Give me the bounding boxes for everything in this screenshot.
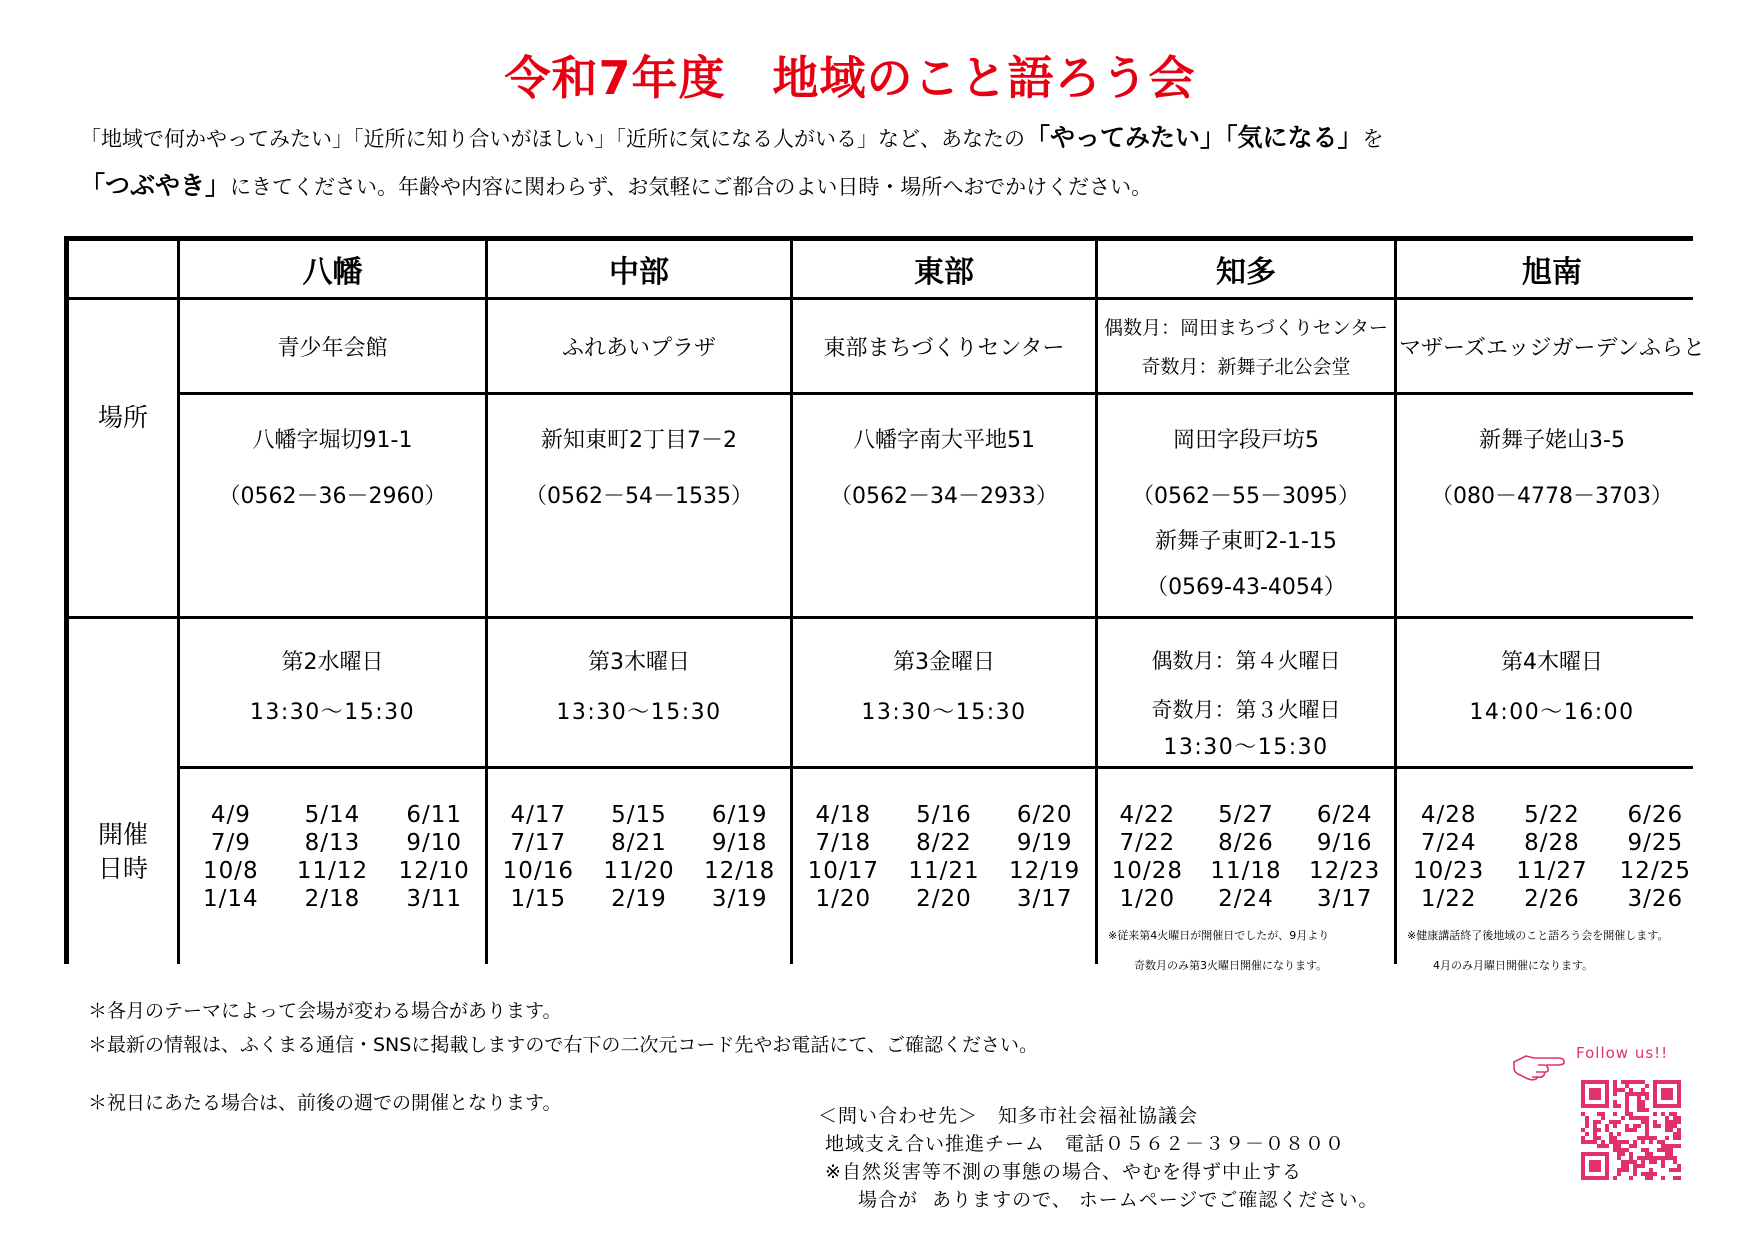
venue-cell: ふれあいプラザ: [488, 300, 790, 392]
schedule-cell: [793, 619, 1095, 766]
follow-us-label: Follow us!!: [1576, 1044, 1669, 1062]
meeting-date: 1/20: [815, 886, 872, 912]
contact-line: 地域支え合い推進チーム 電話０５６２－３９－０８００: [818, 1133, 1346, 1155]
meeting-date: 8/28: [1524, 830, 1580, 856]
meeting-date: 5/22: [1524, 802, 1580, 828]
address-text: 新舞子姥山3-5: [1479, 428, 1625, 453]
contact-info: [818, 1102, 1378, 1214]
region-header-tobu: 東部: [793, 241, 1095, 297]
meeting-date: 8/13: [304, 830, 361, 856]
meeting-date: 3/11: [406, 886, 462, 912]
date-list: [180, 801, 485, 913]
meeting-time: 13:30～15:30: [556, 700, 722, 725]
meeting-date: 11/18: [1210, 858, 1282, 884]
meeting-date: 12/23: [1309, 858, 1381, 884]
intro-line-2: [80, 166, 1152, 207]
intro-line-1: [80, 118, 1384, 159]
intro-text: 「地域で何かやってみたい」「近所に知り合いがほしい」「近所に気になる人がいる」など、あなたの: [80, 127, 1025, 151]
phone-text: （0562－54－1535）: [525, 484, 753, 509]
region-header-chubu: 中部: [488, 241, 790, 297]
phone-text: （0569-43-4054）: [1146, 575, 1346, 601]
contact-line: ＜問い合わせ先＞ 知多市社会福祉協議会: [818, 1105, 1199, 1127]
note-line: 4月のみ月曜日開催になります。: [1433, 959, 1594, 972]
page-title: 令和7年度 地域のこと語ろう会: [504, 51, 1196, 105]
meeting-date: 1/20: [1119, 886, 1176, 912]
meeting-day: 第3木曜日: [588, 650, 690, 675]
meeting-date: 5/15: [611, 802, 667, 828]
note-line: 奇数月のみ第3火曜日開催になります。: [1134, 959, 1328, 972]
meeting-date: 4/17: [510, 802, 567, 828]
meeting-date: 7/22: [1119, 830, 1176, 856]
meeting-date: 1/15: [510, 886, 567, 912]
meeting-date: 10/28: [1111, 858, 1183, 884]
meeting-date: 6/20: [1016, 802, 1073, 828]
meeting-date: 3/17: [1016, 886, 1073, 912]
address-text: 新舞子東町2-1-15: [1155, 529, 1337, 555]
meeting-date: 8/22: [916, 830, 972, 856]
meeting-date: 9/10: [406, 830, 462, 856]
contact-line: ※自然災害等不測の事態の場合、やむを得ず中止する: [818, 1161, 1302, 1183]
row-label-place: 場所: [69, 300, 177, 616]
address-text: 新知東町2丁目7－2: [541, 428, 737, 453]
meeting-day: 第2水曜日: [281, 650, 384, 675]
venue-cell: 東部まちづくりセンター: [793, 300, 1095, 392]
meeting-date: 9/18: [711, 830, 768, 856]
note-line: ※健康講話終了後地域のこと語ろう会を開催します。: [1407, 929, 1669, 942]
qr-code-icon[interactable]: [1576, 1080, 1686, 1180]
meeting-date: 4/18: [815, 802, 872, 828]
dates-cell: [1397, 769, 1707, 975]
meeting-date: 2/26: [1524, 886, 1580, 912]
row-label-date-line: 開催: [97, 820, 148, 849]
venue-even-month: 偶数月：岡田まちづくりセンター: [1103, 317, 1389, 339]
meeting-date: 6/19: [711, 802, 768, 828]
meeting-date: 8/21: [611, 830, 667, 856]
meeting-date: 8/26: [1218, 830, 1274, 856]
pointing-hand-icon: [1512, 1048, 1568, 1082]
meeting-date: 3/26: [1627, 886, 1684, 912]
meeting-date: 11/27: [1516, 858, 1588, 884]
meeting-day: 第3金曜日: [893, 650, 995, 675]
row-label-datetime: [69, 619, 177, 975]
meeting-date: 7/17: [510, 830, 567, 856]
meeting-date: 7/18: [815, 830, 872, 856]
schedule-note: [1407, 921, 1701, 981]
meeting-day: 第4木曜日: [1501, 650, 1603, 675]
intro-text: にきてください。年齢や内容に関わらず、お気軽にご都合のよい日時・場所へおでかけください。: [230, 175, 1153, 199]
footnote: ＊祝日にあたる場合は、前後の週での開催となります。: [88, 1092, 562, 1114]
dates-cell: [180, 769, 485, 975]
meeting-date: 2/18: [304, 886, 361, 912]
meeting-date: 10/17: [807, 858, 879, 884]
meeting-date: 6/24: [1316, 802, 1373, 828]
note-line: ※従来第4火曜日が開催日でしたが、9月より: [1108, 929, 1330, 942]
meeting-date: 12/25: [1619, 858, 1691, 884]
meeting-day-even: 偶数月：第４火曜日: [1151, 649, 1341, 673]
venue-cell: [1098, 300, 1394, 392]
meeting-date: 7/9: [210, 830, 251, 856]
phone-text: （0562－34－2933）: [830, 484, 1058, 509]
dates-cell: [488, 769, 790, 975]
meeting-date: 11/20: [603, 858, 675, 884]
meeting-date: 10/23: [1413, 858, 1485, 884]
meeting-date: 5/16: [916, 802, 972, 828]
meeting-date: 3/17: [1316, 886, 1373, 912]
meeting-date: 12/19: [1009, 858, 1081, 884]
schedule-cell: [488, 619, 790, 766]
meeting-date: 4/28: [1420, 802, 1477, 828]
phone-text: （0562－55－3095）: [1132, 483, 1360, 509]
intro-emphasis: 「つぶやき」: [80, 171, 231, 200]
phone-text: （0562－36－2960）: [218, 484, 447, 509]
address-cell: [1397, 395, 1707, 616]
meeting-date: 10/16: [502, 858, 574, 884]
meeting-date: 2/24: [1218, 886, 1274, 912]
venue-odd-month: 奇数月：新舞子北公会堂: [1141, 356, 1351, 378]
schedule-cell: [1397, 619, 1707, 766]
meeting-date: 4/9: [210, 802, 251, 828]
meeting-date: 2/19: [611, 886, 667, 912]
meeting-time: 13:30～15:30: [249, 700, 416, 725]
meeting-date: 4/22: [1119, 802, 1176, 828]
meeting-date: 1/14: [203, 886, 259, 912]
date-list: [488, 801, 790, 913]
meeting-date: 11/12: [296, 858, 369, 884]
corner-cell: [69, 241, 177, 297]
schedule-cell: [1098, 619, 1394, 766]
meeting-date: 2/20: [916, 886, 972, 912]
intro-text: を: [1362, 127, 1384, 151]
intro-emphasis: 「やってみたい」: [1025, 123, 1226, 152]
meeting-time: 14:00～16:00: [1469, 700, 1635, 725]
meeting-date: 6/26: [1627, 802, 1684, 828]
region-header-kyokunan: 旭南: [1397, 241, 1707, 297]
contact-line: 場合が ありますので、 ホームページでご確認ください。: [818, 1189, 1379, 1211]
address-text: 岡田字段戸坊5: [1173, 428, 1319, 453]
meeting-date: 6/11: [406, 802, 462, 828]
date-list: [793, 801, 1095, 913]
meeting-date: 11/21: [908, 858, 980, 884]
footnote: ＊各月のテーマによって会場が変わる場合があります。: [88, 1000, 562, 1022]
meeting-date: 9/19: [1016, 830, 1073, 856]
phone-text: （080－4778－3703）: [1431, 484, 1673, 509]
address-cell: [180, 395, 485, 616]
footnote: ＊最新の情報は、ふくまる通信・SNSに掲載しますので右下の二次元コード先やお電話にて、ご確認ください。: [88, 1034, 1038, 1056]
region-header-yawata: 八幡: [180, 241, 485, 297]
meeting-date: 1/22: [1420, 886, 1477, 912]
meeting-date: 12/10: [398, 858, 470, 884]
schedule-note: [1108, 921, 1388, 981]
dates-cell: [1098, 769, 1394, 975]
date-list: [1397, 801, 1707, 913]
row-label-date-line: 日時: [97, 854, 148, 883]
dates-cell: [793, 769, 1095, 975]
address-cell: [1098, 395, 1394, 616]
region-header-chita: 知多: [1098, 241, 1394, 297]
schedule-table: [64, 236, 1706, 972]
meeting-date: 3/19: [711, 886, 768, 912]
address-text: 八幡字南大平地51: [853, 428, 1035, 453]
address-cell: [793, 395, 1095, 616]
meeting-date: 9/25: [1627, 830, 1684, 856]
meeting-date: 10/8: [203, 858, 259, 884]
meeting-date: 5/14: [304, 802, 361, 828]
date-list: [1098, 801, 1394, 913]
address-text: 八幡字堀切91-1: [252, 428, 413, 453]
address-cell: [488, 395, 790, 616]
meeting-day-odd: 奇数月：第３火曜日: [1151, 698, 1341, 723]
schedule-cell: [180, 619, 485, 766]
venue-cell: マザーズエッジガーデンふらと: [1397, 300, 1707, 392]
venue-cell: 青少年会館: [180, 300, 485, 392]
intro-emphasis: 「気になる」: [1225, 123, 1363, 152]
meeting-date: 9/16: [1316, 830, 1373, 856]
meeting-date: 12/18: [704, 858, 776, 884]
meeting-time: 13:30～15:30: [1163, 735, 1329, 761]
meeting-date: 5/27: [1218, 802, 1274, 828]
meeting-time: 13:30～15:30: [861, 700, 1027, 725]
meeting-date: 7/24: [1420, 830, 1477, 856]
